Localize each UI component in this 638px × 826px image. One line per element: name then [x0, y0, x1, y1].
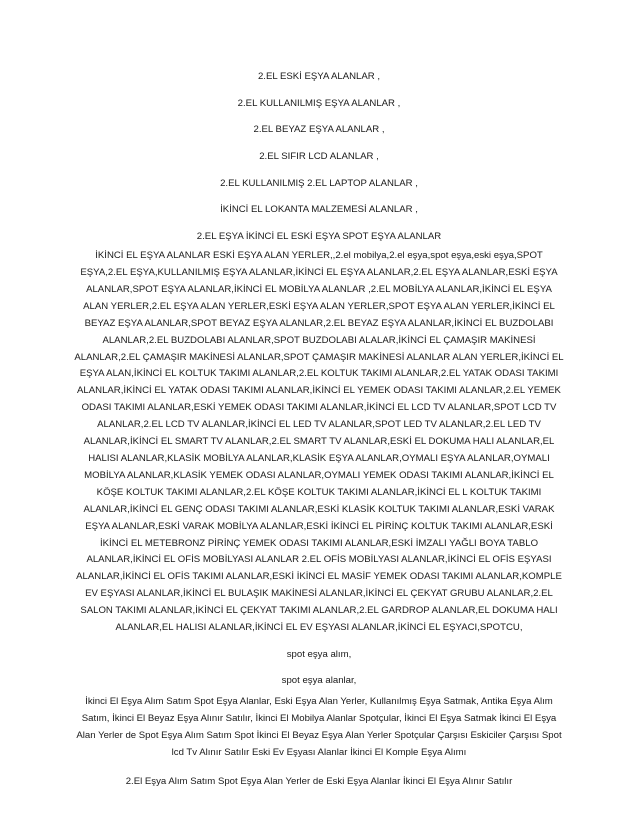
paragraph-alim-satim-2: 2.El Eşya Alım Satım Spot Eşya Alan Yerler de Eski Eşya Alanlar İkinci El Eşya Alınır Satılır [125, 775, 513, 787]
heading-kullanilmis-esya: 2.EL KULLANILMIŞ EŞYA ALANLAR , [237, 97, 401, 109]
heading-lokanta-malzemesi: İKİNCİ EL LOKANTA MALZEMESİ ALANLAR , [220, 204, 418, 216]
heading-sifir-lcd: 2.EL SIFIR LCD ALANLAR , [259, 151, 379, 163]
heading-spot-esya: 2.EL EŞYA İKİNCİ EL ESKİ EŞYA SPOT EŞYA ALANLAR [196, 231, 442, 243]
line-spot-esya-alim: spot eşya alım, [286, 648, 352, 660]
heading-beyaz-esya: 2.EL BEYAZ EŞYA ALANLAR , [253, 124, 385, 136]
document-page [74, 70, 564, 791]
paragraph-alim-satim: İkinci El Eşya Alım Satım Spot Eşya Alanlar, Eski Eşya Alan Yerler, Kullanılmış Eşya Satmak, Antika Eşya Alım Satım, İkinci El Beyaz Eşya Alınır Satılır, İkinci El Mobilya Alanlar Spotçular, İkinci El Eşya Satmak İkinci El Eşya Alan Yerler de Spot Eşya Alım Satım Spot İkinci El Beyaz Eşya Alan Yerler Spotçular Çarşısı Eskiciler Çarşısı Spot lcd Tv Alınır Satılır Eski Ev Eşyası Alanlar İkinci El Komple Eşya Alımı [76, 695, 562, 758]
heading-eski-esya: 2.EL ESKİ EŞYA ALANLAR , [257, 71, 381, 82]
main-paragraph: İKİNCİ EL EŞYA ALANLAR ESKİ EŞYA ALAN YERLER,,2.el mobilya,2.el eşya,spot eşya,eski eşya,SPOT EŞYA,2.EL EŞYA,KULLANILMIŞ EŞYA ALANLAR,İKİNCİ EL EŞYA ALANLAR,2.EL EŞYA ALANLAR,ESKİ EŞYA ALANLAR,SPOT EŞYA ALANLAR,İKİNCİ EL MOBİLYA ALANLAR ,2.EL MOBİLYA ALANLAR,İKİNCİ EL EŞYA ALAN YERLER,2.EL EŞYA ALAN YERLER,ESKİ EŞYA ALAN YERLER,SPOT EŞYA ALAN YERLER,İKİNCİ EL BEYAZ EŞYA ALANLAR,SPOT BEYAZ EŞYA ALANLAR,2.EL BEYAZ EŞYA ALANLAR,İKİNCİ EL BUZDOLABI ALANLAR,2.EL BUZDOLABI ALANLAR,SPOT BUZDOLABI ALALAR,İKİNCİ EL ÇAMAŞIR MAKİNESİ ALANLAR,2.EL ÇAMAŞIR MAKİNESİ ALANLAR,SPOT ÇAMAŞIR MAKİNESİ ALANLAR ALAN YERLER,İKİNCİ EL EŞYA ALAN,İKİNCİ EL KOLTUK TAKIMI ALANLAR,2.EL KOLTUK TAKIMI ALANLAR,2.EL YATAK ODASI TAKIMI ALANLAR,İKİNCİ EL YATAK ODASI TAKIMI ALANLAR,İKİNCİ EL YEMEK ODASI TAKIMI ALANLAR,2.EL YEMEK ODASI TAKIMI ALANLAR,ESKİ YEMEK ODASI TAKIMI ALANLAR,İKİNCİ EL LCD TV ALANLAR,SPOT LCD TV ALANLAR,2.EL LCD TV ALANLAR,İKİNCİ EL LED TV ALANLAR,SPOT LED TV ALANLAR,2.EL LED TV ALANLAR,İKİNCİ EL SMART TV ALANLAR,2.EL SMART TV ALANLAR,ESKİ EL DOKUMA HALI ALANLAR,EL HALISI ALANLAR,KLASİK MOBİLYA ALANLAR,KLASİK EŞYA ALANLAR,OYMALI EŞYA ALANLAR,OYMALI MOBİLYA ALANLAR,KLASİK YEMEK ODASI ALANLAR,OYMALI YEMEK ODASI TAKIMI ALANLAR,İKİNCİ EL KÖŞE KOLTUK TAKIMI ALANLAR,2.EL KÖŞE KOLTUK TAKIMI ALANLAR,İKİNCİ EL L KOLTUK TAKIMI ALANLAR,İKİNCİ EL GENÇ ODASI TAKIMI ALANLAR,ESKİ KLASİK KOLTUK TAKIMI ALANLAR,ESKİ VARAK EŞYA ALANLAR,ESKİ VARAK MOBİLYA ALANLAR,ESKİ İKİNCİ EL PİRİNÇ KOLTUK TAKIMI ALANLAR,ESKİ İKİNCİ EL METEBRONZ PİRİNÇ YEMEK ODASI TAKIMI ALANLAR,ESKİ İMZALI YAĞLI BOYA TABLO ALANLAR,İKİNCİ EL OFİS MOBİLYASI ALANLAR 2.EL OFİS MOBİLYASI ALANLAR,İKİNCİ EL OFİS EŞYASI ALANLAR,İKİNCİ EL OFİS TAKIMI ALANLAR,ESKİ İKİNCİ EL MASİF YEMEK ODASI TAKIMI ALANLAR,KOMPLE EV EŞYASI ALANLAR,İKİNCİ EL BULAŞIK MAKİNESİ ALANLAR,İKİNCİ EL ÇEKYAT GRUBU ALANLAR,2.EL SALON TAKIMI ALANLAR,İKİNCİ EL ÇEKYAT TAKIMI ALANLAR,2.EL GARDROP ALANLAR,EL DOKUMA HALI ALANLAR,EL HALISI ALANLAR,İKİNCİ EL EV EŞYASI ALANLAR,İKİNCİ EL EŞYACI,SPOTCU, [74, 250, 564, 634]
line-spot-esya-alanlar: spot eşya alanlar, [281, 674, 357, 686]
heading-laptop: 2.EL KULLANILMIŞ 2.EL LAPTOP ALANLAR , [220, 177, 418, 189]
